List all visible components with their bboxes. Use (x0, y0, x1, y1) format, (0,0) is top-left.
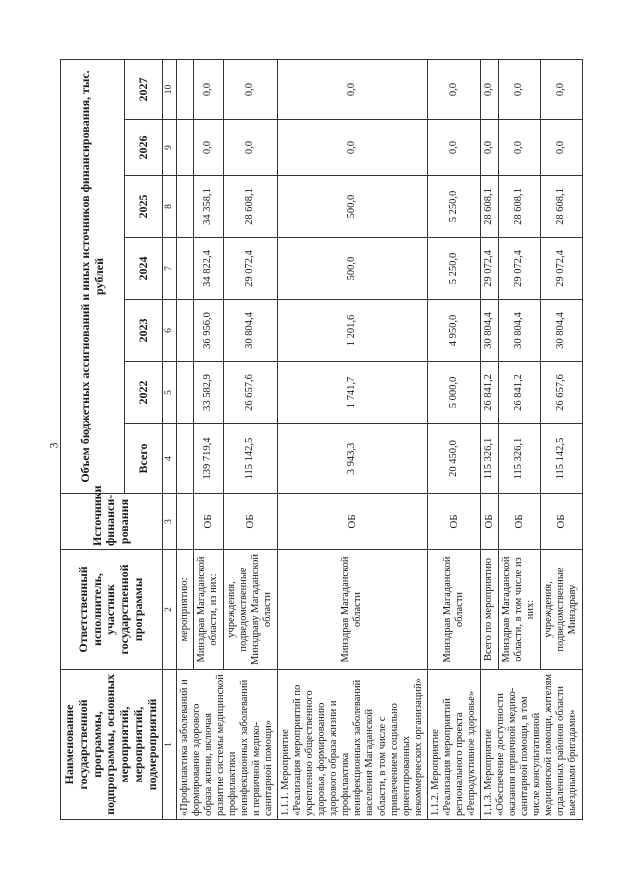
row-value: 26 657,6 (540, 362, 582, 424)
row-value (176, 120, 193, 176)
column-number: 8 (162, 176, 176, 238)
row-source: ОБ (278, 494, 428, 550)
row-value: 36 956,0 (193, 300, 223, 362)
row-value (176, 362, 193, 424)
row-executor: учреждения, подведомственные Минздраву Магаданской области (223, 550, 277, 670)
row-value: 1 741,7 (278, 362, 428, 424)
row-value: 20 450,0 (427, 424, 480, 494)
column-number: 5 (162, 362, 176, 424)
page-number: 3 (46, 442, 61, 449)
row-value: 0,0 (540, 59, 582, 119)
row-value (176, 300, 193, 362)
row-value: 30 804,4 (481, 300, 499, 362)
row-executor: мероприятию: (176, 550, 193, 670)
row-executor: Минздрав Магаданской области, из них: (193, 550, 223, 670)
row-value (176, 424, 193, 494)
header-name: Наименование государственной программы, подпрограммы, основных мероприятий, мероприятий, подмероприятий (61, 670, 163, 820)
row-source: ОБ (427, 494, 480, 550)
row-value: 0,0 (427, 120, 480, 176)
row-value: 26 841,2 (481, 362, 499, 424)
row-value (176, 176, 193, 238)
row-source: ОБ (481, 494, 499, 550)
row-value: 500,0 (278, 176, 428, 238)
row-value: 28 608,1 (481, 176, 499, 238)
row-value: 26 657,6 (223, 362, 277, 424)
row-source: ОБ (540, 494, 582, 550)
row-value: 4 950,0 (427, 300, 480, 362)
row-value: 0,0 (193, 120, 223, 176)
header-year: Всего (125, 424, 162, 494)
column-number: 4 (162, 424, 176, 494)
row-value: 0,0 (223, 120, 277, 176)
row-value: 0,0 (278, 120, 428, 176)
row-value: 0,0 (481, 59, 499, 119)
row-executor: Минздрав Магаданской области (278, 550, 428, 670)
table-row (427, 59, 480, 819)
row-value: 1 201,6 (278, 300, 428, 362)
rotated-document (60, 60, 579, 820)
row-value: 30 804,4 (223, 300, 277, 362)
row-value: 5 250,0 (427, 176, 480, 238)
row-name: 1.1.2. Мероприятие «Реализация мероприятий регионального проекта «Репродуктивное здоровье» (427, 670, 480, 820)
column-number: 6 (162, 300, 176, 362)
row-executor: Минздрав Магаданской области (427, 550, 480, 670)
row-name: 1.1.1. Мероприятие «Реализация мероприятий по укреплению общественного здоровья, формированию здорового образа жизни и профилактика неинфекционных заболеваний населения Магаданской области, в том числе с привлечением социально ориентированных некоммерческих организаций» (278, 670, 428, 820)
row-value (176, 238, 193, 300)
row-value: 5 000,0 (427, 362, 480, 424)
column-number: 3 (162, 494, 176, 550)
row-value: 28 608,1 (498, 176, 540, 238)
row-value: 34 358,1 (193, 176, 223, 238)
column-number: 1 (162, 670, 176, 820)
header-executor: Ответственный исполнитель, участник государственной программы (61, 550, 163, 670)
row-value: 33 582,9 (193, 362, 223, 424)
row-value: 26 841,2 (498, 362, 540, 424)
row-value: 0,0 (427, 59, 480, 119)
financing-table (60, 59, 583, 820)
header-year: 2027 (125, 59, 162, 119)
row-value: 115 326,1 (481, 424, 499, 494)
column-number: 9 (162, 120, 176, 176)
column-number: 7 (162, 238, 176, 300)
row-value: 5 250,0 (427, 238, 480, 300)
row-value: 115 326,1 (498, 424, 540, 494)
column-number: 10 (162, 59, 176, 119)
header-volume: Объем бюджетных ассигнований и иных источников финансирования, тыс. рублей (61, 59, 125, 493)
row-value: 500,0 (278, 238, 428, 300)
row-value: 115 142,5 (223, 424, 277, 494)
row-value: 30 804,4 (540, 300, 582, 362)
row-executor: Минздрав Магаданской области, в том числе из них: (498, 550, 540, 670)
row-value: 0,0 (498, 59, 540, 119)
table-row (278, 59, 428, 819)
row-value: 29 072,4 (498, 238, 540, 300)
row-source: ОБ (223, 494, 277, 550)
row-value: 0,0 (481, 120, 499, 176)
row-value: 29 072,4 (481, 238, 499, 300)
row-executor: учреждения, подведомственные Минздраву (540, 550, 582, 670)
row-value: 34 822,4 (193, 238, 223, 300)
row-value: 3 943,3 (278, 424, 428, 494)
row-name: 1.1.3. Мероприятие «Обеспечение доступности оказания первичной медико-санитарной помощи, в том числе консультативной медицинской помощи, жителям отдаленных районов области выездными бригадами» (481, 670, 583, 820)
column-number: 2 (162, 550, 176, 670)
row-name: «Профилактика заболеваний и формирование здорового образа жизни, включая развитие системы медицинской профилактики неинфекционных заболеваний и первичной медико-санитарной помощи» (176, 670, 278, 820)
row-value (176, 59, 193, 119)
header-source: Источники финанси-рования (61, 494, 163, 550)
header-year: 2025 (125, 176, 162, 238)
row-value: 0,0 (193, 59, 223, 119)
row-value: 0,0 (540, 120, 582, 176)
header-year: 2023 (125, 300, 162, 362)
row-value: 0,0 (223, 59, 277, 119)
header-year: 2024 (125, 238, 162, 300)
row-source (176, 494, 193, 550)
row-value: 115 142,5 (540, 424, 582, 494)
table-row (481, 59, 499, 819)
row-value: 30 804,4 (498, 300, 540, 362)
row-value: 139 719,4 (193, 424, 223, 494)
header-year: 2022 (125, 362, 162, 424)
row-executor: Всего по мероприятию (481, 550, 499, 670)
row-value: 0,0 (278, 59, 428, 119)
row-value: 29 072,4 (540, 238, 582, 300)
table-row (176, 59, 193, 819)
row-source: ОБ (193, 494, 223, 550)
row-value: 28 608,1 (223, 176, 277, 238)
row-value: 28 608,1 (540, 176, 582, 238)
row-value: 0,0 (498, 120, 540, 176)
row-source: ОБ (498, 494, 540, 550)
header-year: 2026 (125, 120, 162, 176)
row-value: 29 072,4 (223, 238, 277, 300)
